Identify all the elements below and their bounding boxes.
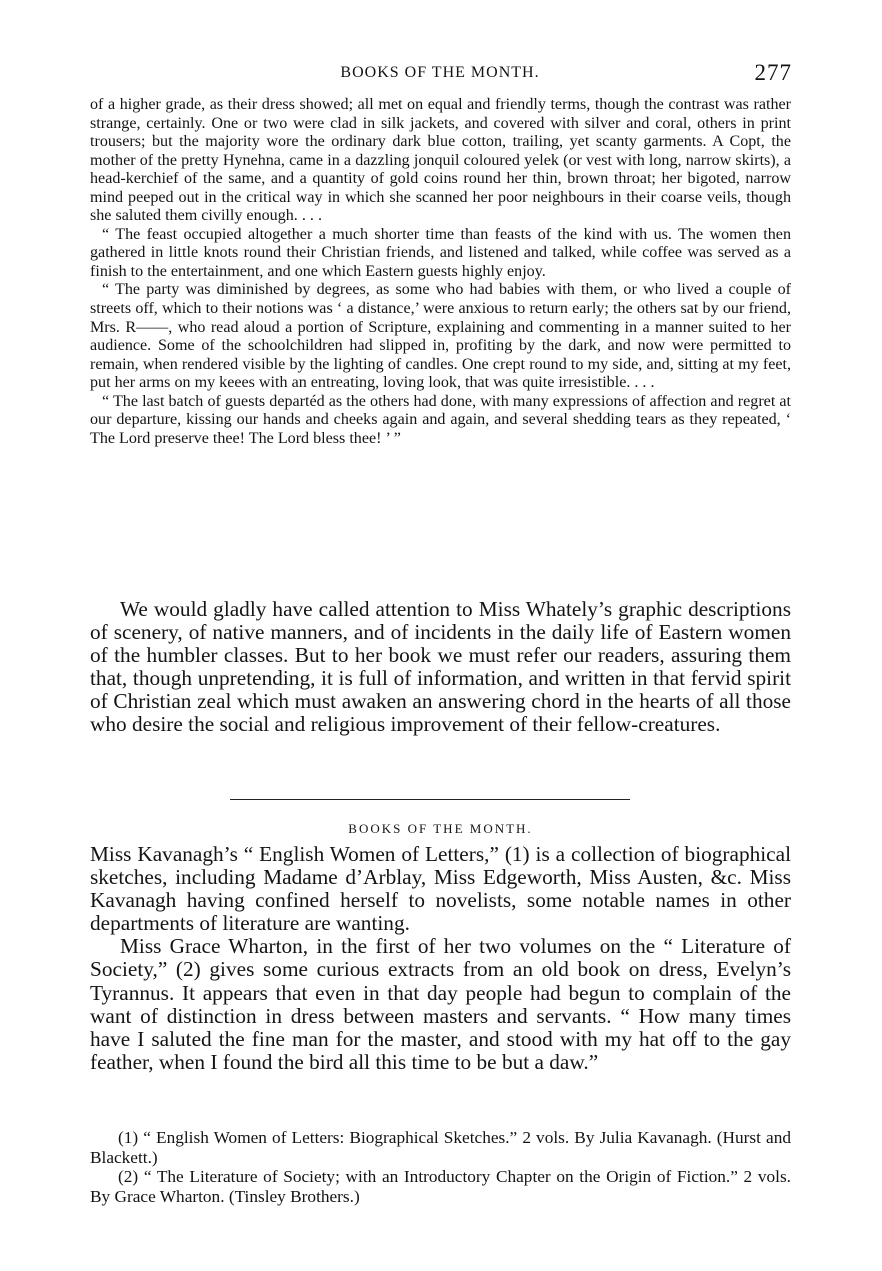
footnote: (2) “ The Literature of Society; with an Introductory Chapter on the Origin of Fiction.” 2 vols. By Grace Wharton. (Tinsley Brothers.) bbox=[90, 1167, 791, 1206]
section-text bbox=[90, 843, 791, 1074]
quote-paragraph: “ The last batch of guests departéd as the others had done, with many expressions of affection and regret at our departure, kissing our hands and cheeks again and again, and several shedding tears as they repeated, ‘ The Lord preserve thee! The Lord bless thee! ’ ” bbox=[90, 392, 791, 447]
quote-paragraph: “ The party was diminished by degrees, as some who had babies with them, or who lived a couple of streets off, which to their notions was ‘ a distance,’ were anxious to return early; the others sat by our friend, Mrs. R——, who read aloud a portion of Scripture, explaining and commenting in a manner suited to her audience. Some of the schoolchildren had slipped in, profiting by the dark, and now were permitted to remain, when rendered visible by the lighting of candles. One crept round to my side, and, sitting at my feet, put her arms on my keees with an entreating, loving look, that was quite irresistible. . . . bbox=[90, 281, 791, 392]
page-number: 277 bbox=[754, 60, 792, 85]
footnotes bbox=[90, 1128, 791, 1206]
running-title: BOOKS OF THE MONTH. bbox=[340, 64, 540, 81]
section-divider bbox=[230, 799, 630, 800]
review-paragraph: We would gladly have called attention to Miss Whately’s graphic descriptions of scenery, of native manners, and of incidents in the daily life of Eastern women of the humbler classes. But to her book we must refer our readers, assuring them that, though unpretending, it is full of information, and written in that fervid spirit of Christian zeal which must awaken an answering chord in the hearts of all those who desire the social and religious improvement of their fellow-creatures. bbox=[90, 597, 791, 737]
quoted-extract bbox=[90, 96, 791, 448]
section-paragraph: Miss Kavanagh’s “ English Women of Letters,” (1) is a collection of biographical sketches, including Madame d’Arblay, Miss Edgeworth, Miss Austen, &c. Miss Kavanagh having confined herself to novelists, some notable names in other departments of literature are wanting. bbox=[90, 842, 791, 936]
section-heading: BOOKS OF THE MONTH. bbox=[348, 821, 533, 836]
quote-paragraph: “ The feast occupied altogether a much shorter time than feasts of the kind with us. The women then gathered in little knots round their Christian friends, and listened and talked, while coffee was served as a finish to the entertainment, and one which Eastern guests highly enjoy. bbox=[90, 225, 791, 280]
review-text bbox=[90, 598, 791, 737]
section-paragraph: Miss Grace Wharton, in the first of her two volumes on the “ Literature of Society,” (2) gives some curious extracts from an old book on dress, Evelyn’s Tyrannus. It appears that even in that day people had begun to complain of the want of distinction in dress between masters and servants. “ How many times have I saluted the fine man for the master, and stood with my hat off to the gay feather, when I found the bird all this time to be but a daw.” bbox=[90, 934, 791, 1074]
running-head bbox=[88, 60, 792, 92]
quote-paragraph: of a higher grade, as their dress showed; all met on equal and friendly terms, though the contrast was rather strange, certainly. One or two were clad in silk jackets, and covered with silver and coral, others in print trousers; but the majority wore the ordinary dark blue cotton, trailing, yet scanty garments. A Copt, the mother of the pretty Hynehna, came in a dazzling jonquil coloured yelek (or vest with long, narrow skirts), a head-kerchief of the same, and a quantity of gold coins round her thin, brown throat; her bigoted, narrow mind peeped out in the critical way in which she scanned her poor neighbours in their coarse veils, though she saluted them civilly enough. . . . bbox=[90, 96, 791, 225]
footnote: (1) “ English Women of Letters: Biographical Sketches.” 2 vols. By Julia Kavanagh. (Hurst and Blackett.) bbox=[90, 1128, 791, 1167]
